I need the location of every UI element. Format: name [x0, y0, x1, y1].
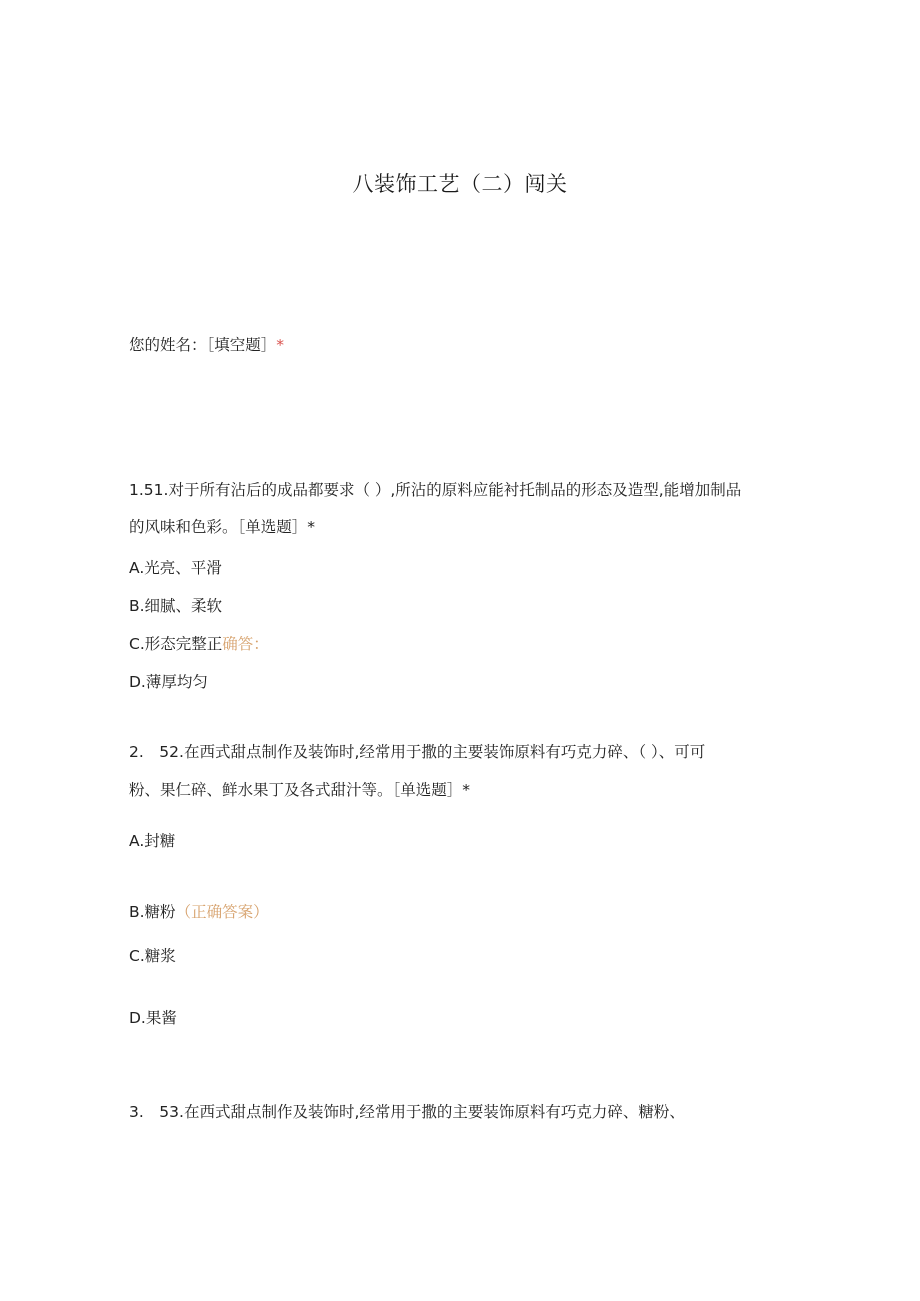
- q1-option-c-text: C.形态完整正: [129, 635, 223, 653]
- q2-answer-note: （正确答案）: [175, 903, 269, 921]
- q2-option-a: A.封糖: [129, 832, 176, 850]
- q1-text-line2: 的风味和色彩。［单选题］*: [129, 518, 316, 536]
- q1-option-d: D.薄厚均匀: [129, 673, 208, 691]
- document-title: 八装饰工艺（二）闯关: [352, 172, 568, 196]
- required-mark: *: [276, 336, 285, 354]
- q1-text-line1: 1.51.对于所有沾后的成品都要求（ ）,所沾的原料应能衬托制品的形态及造型,能增加制品: [129, 481, 742, 499]
- q2-option-d: D.果酱: [129, 1009, 177, 1027]
- q2-option-b-text: B.糖粉: [129, 903, 176, 921]
- q3-text-line1: 3. 53.在西式甜点制作及装饰时,经常用于撒的主要装饰原料有巧克力碎、糖粉、: [129, 1103, 685, 1121]
- name-question: [129, 333, 284, 355]
- q2-option-b: [129, 900, 269, 922]
- q2-text-line2: 粉、果仁碎、鲜水果丁及各式甜汁等。［单选题］*: [129, 781, 471, 799]
- q2-option-c: C.糖浆: [129, 947, 176, 965]
- q2-text-line1: 2. 52.在西式甜点制作及装饰时,经常用于撒的主要装饰原料有巧克力碎、（ ）、可可: [129, 743, 706, 761]
- q1-option-c: [129, 632, 269, 654]
- q1-option-b: B.细腻、柔软: [129, 597, 223, 615]
- name-question-label: 您的姓名：［填空题］: [129, 336, 277, 354]
- q1-option-a: A.光亮、平滑: [129, 559, 222, 577]
- q1-answer-note: 确答：: [222, 635, 269, 653]
